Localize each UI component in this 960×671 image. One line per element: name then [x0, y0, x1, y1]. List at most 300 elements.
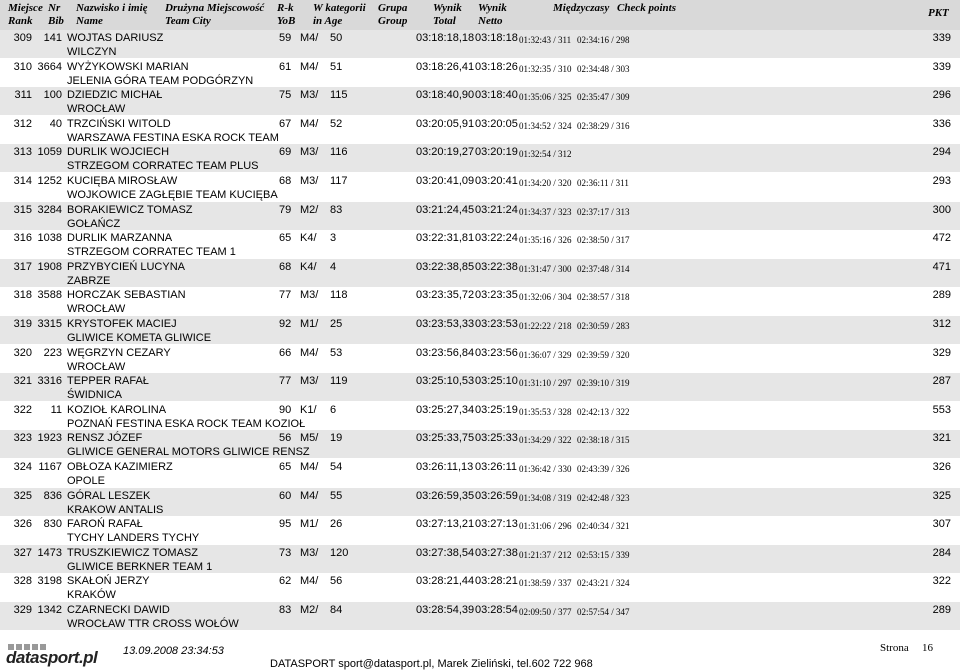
points-cell: 322 — [932, 575, 951, 588]
bib-cell: 1038 — [37, 232, 62, 245]
in-age-cell: 51 — [330, 60, 343, 73]
rank-cell: 324 — [13, 461, 32, 473]
total-time-cell: 03:25:33,75 — [416, 432, 475, 445]
category-cell: M3/ — [300, 175, 319, 187]
split-1-cell: 01:36:42 / 330 — [519, 464, 572, 474]
table-row — [0, 287, 960, 315]
category-cell: K4/ — [300, 260, 317, 273]
bib-cell: 40 — [49, 117, 62, 130]
split-2-cell: 02:43:39 / 326 — [577, 464, 630, 474]
team-cell: STRZEGOM CORRATEC TEAM PLUS — [67, 160, 259, 173]
in-age-cell: 115 — [330, 89, 348, 102]
yob-cell: 67 — [279, 117, 292, 130]
in-age-cell: 6 — [330, 403, 337, 416]
rank-cell: 329 — [13, 604, 32, 616]
yob-cell: 90 — [279, 403, 292, 416]
netto-time-cell: 03:20:05 — [475, 117, 518, 130]
category-cell: M4/ — [300, 346, 319, 359]
netto-time-cell: 03:26:11 — [475, 461, 518, 473]
header-wynik-total: Wynik — [433, 2, 462, 14]
table-row — [0, 144, 960, 172]
header-netto: Netto — [478, 15, 503, 27]
category-cell: M1/ — [300, 318, 319, 330]
name-cell: HORCZAK SEBASTIAN — [67, 289, 186, 302]
name-cell: TRZCIŃSKI WITOLD — [67, 117, 171, 130]
rank-cell: 320 — [13, 346, 32, 359]
header-pkt: PKT — [928, 7, 949, 19]
total-time-cell: 03:25:27,34 — [416, 403, 475, 416]
split-1-cell: 01:35:53 / 328 — [519, 406, 572, 417]
bib-cell: 830 — [43, 518, 62, 531]
bib-cell: 3284 — [37, 203, 62, 216]
yob-cell: 75 — [279, 89, 292, 102]
rank-cell: 311 — [14, 89, 32, 102]
in-age-cell: 119 — [330, 375, 348, 388]
team-cell: WROCŁAW — [67, 103, 126, 116]
rank-cell: 316 — [13, 232, 32, 245]
category-cell: M3/ — [300, 546, 319, 559]
total-time-cell: 03:20:19,27 — [416, 146, 475, 159]
netto-time-cell: 03:20:41 — [475, 175, 518, 187]
page-footer — [0, 636, 960, 671]
bib-cell: 141 — [43, 32, 62, 44]
split-1-cell: 01:35:16 / 326 — [519, 235, 572, 246]
split-1-cell: 01:32:35 / 310 — [519, 63, 572, 74]
in-age-cell: 83 — [330, 203, 343, 216]
name-cell: KOZIOŁ KAROLINA — [67, 403, 167, 416]
netto-time-cell: 03:28:54 — [475, 604, 518, 616]
split-2-cell: 02:39:59 / 320 — [577, 349, 630, 360]
page-label: Strona — [880, 642, 909, 654]
netto-time-cell: 03:23:56 — [475, 346, 518, 359]
bib-cell: 3588 — [37, 289, 62, 302]
team-cell: GLIWICE BERKNER TEAM 1 — [67, 560, 213, 573]
table-row — [0, 202, 960, 230]
split-1-cell: 01:34:20 / 320 — [519, 178, 572, 188]
split-2-cell: 02:43:21 / 324 — [577, 578, 630, 589]
team-cell: GLIWICE GENERAL MOTORS GLIWICE RENSZ — [67, 446, 310, 459]
name-cell: CZARNECKI DAWID — [67, 604, 170, 616]
header-yob: YoB — [277, 15, 296, 27]
points-cell: 472 — [932, 232, 951, 245]
points-cell: 339 — [932, 32, 951, 44]
split-1-cell: 01:31:47 / 300 — [519, 263, 572, 274]
points-cell: 312 — [932, 318, 951, 330]
yob-cell: 83 — [279, 604, 292, 616]
in-age-cell: 118 — [330, 289, 348, 302]
total-time-cell: 03:23:35,72 — [416, 289, 475, 302]
split-2-cell: 02:34:16 / 298 — [577, 35, 630, 45]
bib-cell: 1473 — [37, 546, 62, 559]
category-cell: M3/ — [300, 289, 319, 302]
yob-cell: 59 — [279, 32, 292, 44]
category-cell: M4/ — [300, 60, 319, 73]
split-2-cell: 02:38:57 / 318 — [577, 292, 630, 303]
team-cell: WILCZYN — [67, 46, 117, 58]
name-cell: DURLIK WOJCIECH — [67, 146, 170, 159]
header-rk: R-k — [277, 2, 294, 14]
total-time-cell: 03:18:18,18 — [416, 32, 475, 44]
rank-cell: 326 — [13, 518, 32, 531]
split-1-cell: 01:34:52 / 324 — [519, 120, 572, 131]
name-cell: GÓRAL LESZEK — [67, 489, 151, 502]
name-cell: KRYSTOFEK MACIEJ — [67, 318, 177, 330]
bib-cell: 1908 — [37, 260, 62, 273]
yob-cell: 73 — [279, 546, 292, 559]
name-cell: DZIEDZIC MICHAŁ — [67, 89, 163, 102]
split-2-cell: 02:39:10 / 319 — [577, 378, 630, 389]
header-name: Name — [76, 15, 103, 27]
rank-cell: 325 — [13, 489, 32, 502]
split-1-cell: 01:32:06 / 304 — [519, 292, 572, 303]
yob-cell: 95 — [279, 518, 292, 531]
team-cell: KRAKÓW — [67, 589, 116, 602]
in-age-cell: 53 — [330, 346, 343, 359]
category-cell: M4/ — [300, 117, 319, 130]
split-2-cell: 02:37:48 / 314 — [577, 263, 630, 274]
name-cell: PRZYBYCIEŃ LUCYNA — [67, 260, 185, 273]
total-time-cell: 03:23:53,33 — [416, 318, 475, 330]
table-row — [0, 30, 960, 58]
in-age-cell: 117 — [330, 175, 348, 187]
page-number: 16 — [922, 642, 933, 654]
yob-cell: 68 — [279, 260, 292, 273]
total-time-cell: 03:20:05,91 — [416, 117, 475, 130]
points-cell: 284 — [932, 546, 951, 559]
header-nazwisko: Nazwisko i imię — [76, 2, 148, 14]
team-cell: WOJKOWICE ZAGŁĘBIE TEAM KUCIĘBA — [67, 189, 278, 201]
netto-time-cell: 03:26:59 — [475, 489, 518, 502]
table-row — [0, 545, 960, 573]
split-1-cell: 01:22:22 / 218 — [519, 321, 572, 331]
category-cell: M3/ — [300, 146, 319, 159]
netto-time-cell: 03:18:18 — [475, 32, 518, 44]
header-grupa: Grupa — [378, 2, 408, 14]
table-row — [0, 116, 960, 144]
team-cell: TYCHY LANDERS TYCHY — [67, 532, 200, 545]
points-cell: 553 — [932, 403, 951, 416]
in-age-cell: 3 — [330, 232, 337, 245]
in-age-cell: 50 — [330, 32, 343, 44]
table-row — [0, 230, 960, 258]
yob-cell: 79 — [279, 203, 292, 216]
total-time-cell: 03:20:41,09 — [416, 175, 475, 187]
split-1-cell: 02:09:50 / 377 — [519, 607, 572, 617]
in-age-cell: 54 — [330, 461, 343, 473]
total-time-cell: 03:27:13,21 — [416, 518, 475, 531]
split-2-cell: 02:38:29 / 316 — [577, 120, 630, 131]
netto-time-cell: 03:18:40 — [475, 89, 518, 102]
rank-cell: 319 — [13, 318, 32, 330]
name-cell: TEPPER RAFAŁ — [67, 375, 149, 388]
total-time-cell: 03:22:38,85 — [416, 260, 475, 273]
yob-cell: 60 — [279, 489, 292, 502]
team-cell: ZABRZE — [67, 274, 111, 287]
header-rank: Rank — [8, 15, 33, 27]
team-cell: GLIWICE KOMETA GLIWICE — [67, 332, 212, 344]
rank-cell: 313 — [13, 146, 32, 159]
table-row — [0, 259, 960, 287]
team-cell: WROCŁAW TTR CROSS WOŁÓW — [67, 618, 239, 630]
split-1-cell: 01:31:10 / 297 — [519, 378, 572, 389]
total-time-cell: 03:18:26,41 — [416, 60, 475, 73]
netto-time-cell: 03:25:10 — [475, 375, 518, 388]
points-cell: 296 — [932, 89, 951, 102]
table-row — [0, 602, 960, 630]
yob-cell: 65 — [279, 232, 292, 245]
category-cell: M3/ — [300, 89, 319, 102]
category-cell: K4/ — [300, 232, 317, 245]
in-age-cell: 4 — [330, 260, 337, 273]
split-2-cell: 02:53:15 / 339 — [577, 549, 630, 560]
team-cell: WROCŁAW — [67, 360, 126, 373]
bib-cell: 3198 — [37, 575, 62, 588]
rank-cell: 309 — [13, 32, 32, 44]
logo-dots — [8, 637, 68, 647]
table-row — [0, 488, 960, 516]
points-cell: 471 — [932, 260, 951, 273]
points-cell: 289 — [932, 604, 951, 616]
category-cell: M1/ — [300, 518, 319, 531]
name-cell: WYŻYKOWSKI MARIAN — [67, 60, 189, 73]
bib-cell: 3315 — [37, 318, 62, 330]
rank-cell: 318 — [13, 289, 32, 302]
header-nr: Nr — [48, 2, 61, 14]
category-cell: M5/ — [300, 432, 319, 445]
name-cell: RENSZ JÓZEF — [67, 432, 143, 445]
bib-cell: 1923 — [37, 432, 62, 445]
split-2-cell: 02:38:18 / 315 — [577, 435, 630, 446]
name-cell: DURLIK MARZANNA — [67, 232, 173, 245]
team-cell: WARSZAWA FESTINA ESKA ROCK TEAM — [67, 131, 279, 144]
points-cell: 321 — [932, 432, 951, 445]
name-cell: KUCIĘBA MIROSŁAW — [67, 175, 178, 187]
points-cell: 325 — [932, 489, 951, 502]
split-1-cell: 01:35:06 / 325 — [519, 92, 572, 103]
in-age-cell: 26 — [330, 518, 343, 531]
team-cell: STRZEGOM CORRATEC TEAM 1 — [67, 246, 236, 259]
points-cell: 287 — [932, 375, 951, 388]
netto-time-cell: 03:20:19 — [475, 146, 518, 159]
in-age-cell: 116 — [330, 146, 348, 159]
print-datetime: 13.09.2008 23:34:53 — [123, 645, 224, 657]
points-cell: 307 — [932, 518, 951, 531]
split-2-cell: 02:30:59 / 283 — [577, 321, 630, 331]
total-time-cell: 03:27:38,54 — [416, 546, 475, 559]
table-row — [0, 87, 960, 115]
team-cell: GOŁAŃCZ — [67, 217, 121, 230]
in-age-cell: 56 — [330, 575, 343, 588]
rank-cell: 323 — [13, 432, 32, 445]
netto-time-cell: 03:22:24 — [475, 232, 518, 245]
header-checkpoints: Check points — [617, 2, 676, 14]
split-1-cell: 01:38:59 / 337 — [519, 578, 572, 589]
split-2-cell: 02:36:11 / 311 — [577, 178, 629, 188]
split-1-cell: 01:32:43 / 311 — [519, 35, 572, 45]
name-cell: OBŁOZA KAZIMIERZ — [67, 461, 173, 473]
rank-cell: 327 — [13, 546, 32, 559]
team-cell: KRAKOW ANTALIS — [67, 503, 164, 516]
header-miedzyczasy: Międzyczasy — [553, 2, 610, 14]
points-cell: 300 — [932, 203, 951, 216]
total-time-cell: 03:28:21,44 — [416, 575, 475, 588]
in-age-cell: 120 — [330, 546, 349, 559]
header-in-age: in Age — [313, 15, 343, 27]
split-2-cell: 02:38:50 / 317 — [577, 235, 630, 246]
name-cell: BORAKIEWICZ TOMASZ — [67, 203, 193, 216]
bib-cell: 1059 — [37, 146, 62, 159]
split-2-cell: 02:34:48 / 303 — [577, 63, 630, 74]
bib-cell: 100 — [43, 89, 62, 102]
total-time-cell: 03:26:59,35 — [416, 489, 475, 502]
header-group: Group — [378, 15, 408, 27]
netto-time-cell: 03:25:19 — [475, 403, 518, 416]
table-row — [0, 459, 960, 487]
split-2-cell: 02:37:17 / 313 — [577, 206, 630, 217]
points-cell: 336 — [932, 117, 951, 130]
points-cell: 289 — [932, 289, 951, 302]
bib-cell: 1167 — [38, 461, 62, 473]
name-cell: SKAŁOŃ JERZY — [67, 575, 150, 588]
yob-cell: 62 — [279, 575, 292, 588]
split-1-cell: 01:32:54 / 312 — [519, 149, 572, 160]
table-row — [0, 173, 960, 201]
rank-cell: 314 — [13, 175, 32, 187]
netto-time-cell: 03:23:35 — [475, 289, 518, 302]
split-1-cell: 01:34:08 / 319 — [519, 492, 572, 503]
rank-cell: 322 — [13, 403, 32, 416]
total-time-cell: 03:26:11,13 — [416, 461, 474, 473]
table-row — [0, 573, 960, 601]
total-time-cell: 03:28:54,39 — [416, 604, 475, 616]
in-age-cell: 19 — [330, 432, 343, 445]
bib-cell: 836 — [43, 489, 62, 502]
in-age-cell: 25 — [330, 318, 343, 330]
netto-time-cell: 03:18:26 — [475, 60, 518, 73]
category-cell: M4/ — [300, 461, 319, 473]
category-cell: M3/ — [300, 375, 319, 388]
yob-cell: 66 — [279, 346, 292, 359]
in-age-cell: 52 — [330, 117, 343, 130]
points-cell: 293 — [932, 175, 951, 187]
split-2-cell: 02:42:13 / 322 — [577, 406, 630, 417]
team-cell: JELENIA GÓRA TEAM PODGÓRZYN — [67, 74, 254, 87]
in-age-cell: 84 — [330, 604, 343, 616]
split-1-cell: 01:21:37 / 212 — [519, 549, 572, 560]
points-cell: 339 — [932, 60, 951, 73]
netto-time-cell: 03:27:13 — [475, 518, 518, 531]
table-row — [0, 345, 960, 373]
split-2-cell: 02:42:48 / 323 — [577, 492, 630, 503]
team-cell: WROCŁAW — [67, 303, 126, 316]
rank-cell: 328 — [13, 575, 32, 588]
points-cell: 329 — [932, 346, 951, 359]
header-team-city: Team City — [165, 15, 211, 27]
table-row — [0, 316, 960, 344]
header-wynik-netto: Wynik — [478, 2, 507, 14]
table-row — [0, 373, 960, 401]
category-cell: M2/ — [300, 604, 319, 616]
category-cell: K1/ — [300, 403, 317, 416]
header-druzyna: Drużyna Miejscowość — [165, 2, 265, 14]
rank-cell: 315 — [13, 203, 32, 216]
yob-cell: 77 — [279, 289, 292, 302]
bib-cell: 1252 — [37, 175, 62, 187]
bib-cell: 3664 — [37, 60, 62, 73]
table-row — [0, 430, 960, 458]
bib-cell: 3316 — [37, 375, 62, 388]
netto-time-cell: 03:25:33 — [475, 432, 518, 445]
table-row — [0, 402, 960, 430]
split-2-cell: 02:35:47 / 309 — [577, 92, 630, 103]
team-cell: OPOLE — [67, 475, 105, 487]
total-time-cell: 03:25:10,53 — [416, 375, 475, 388]
yob-cell: 65 — [279, 461, 292, 473]
category-cell: M2/ — [300, 203, 319, 216]
yob-cell: 69 — [279, 146, 292, 159]
team-cell: POZNAŃ FESTINA ESKA ROCK TEAM KOZIOŁ — [67, 417, 306, 430]
split-1-cell: 01:31:06 / 296 — [519, 521, 572, 532]
yob-cell: 68 — [279, 175, 292, 187]
category-cell: M4/ — [300, 489, 319, 502]
table-row — [0, 59, 960, 87]
split-2-cell: 02:57:54 / 347 — [577, 607, 630, 617]
contact-info: DATASPORT sport@datasport.pl, Marek Zieliński, tel.602 722 968 — [270, 658, 593, 670]
split-1-cell: 01:34:37 / 323 — [519, 206, 572, 217]
datasport-logo: datasport.pl — [6, 648, 98, 667]
total-time-cell: 03:18:40,90 — [416, 89, 475, 102]
total-time-cell: 03:22:31,81 — [416, 232, 475, 245]
name-cell: FAROŃ RAFAŁ — [67, 518, 143, 531]
table-row — [0, 516, 960, 544]
bib-cell: 11 — [50, 403, 62, 416]
split-2-cell: 02:40:34 / 321 — [577, 521, 630, 532]
header-total: Total — [433, 15, 456, 27]
netto-time-cell: 03:23:53 — [475, 318, 518, 330]
header-miejsce: Miejsce — [8, 2, 43, 14]
netto-time-cell: 03:27:38 — [475, 546, 518, 559]
name-cell: WOJTAS DARIUSZ — [67, 32, 164, 44]
netto-time-cell: 03:21:24 — [475, 203, 518, 216]
header-bib: Bib — [48, 15, 64, 27]
yob-cell: 77 — [279, 375, 292, 388]
points-cell: 294 — [932, 146, 951, 159]
category-cell: M4/ — [300, 575, 319, 588]
total-time-cell: 03:23:56,84 — [416, 346, 475, 359]
rank-cell: 312 — [13, 117, 32, 130]
category-cell: M4/ — [300, 32, 319, 44]
split-1-cell: 01:36:07 / 329 — [519, 349, 572, 360]
bib-cell: 1342 — [37, 604, 62, 616]
team-cell: ŚWIDNICA — [67, 389, 122, 402]
in-age-cell: 55 — [330, 489, 343, 502]
rank-cell: 310 — [13, 60, 32, 73]
total-time-cell: 03:21:24,45 — [416, 203, 475, 216]
yob-cell: 92 — [279, 318, 292, 330]
yob-cell: 61 — [279, 60, 292, 73]
header-kategorii: W kategorii — [313, 2, 366, 14]
netto-time-cell: 03:22:38 — [475, 260, 518, 273]
netto-time-cell: 03:28:21 — [475, 575, 518, 588]
points-cell: 326 — [932, 461, 951, 473]
bib-cell: 223 — [43, 346, 62, 359]
split-1-cell: 01:34:29 / 322 — [519, 435, 572, 446]
name-cell: WĘGRZYN CEZARY — [67, 346, 171, 359]
name-cell: TRUSZKIEWICZ TOMASZ — [67, 546, 198, 559]
rank-cell: 317 — [13, 260, 32, 273]
table-header — [0, 0, 960, 30]
yob-cell: 56 — [279, 432, 292, 445]
